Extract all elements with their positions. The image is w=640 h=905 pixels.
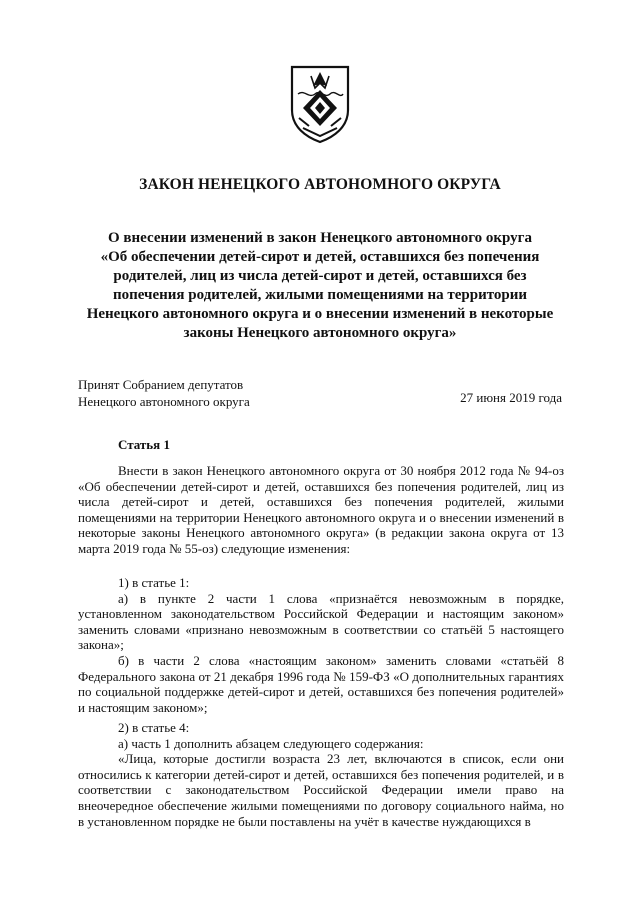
law-subtitle bbox=[60, 229, 580, 343]
subtitle-line: попечения родителей, жилыми помещениями на территории bbox=[112, 287, 528, 303]
subtitle-line: родителей, лиц из числа детей-сирот и детей, оставшихся без bbox=[113, 268, 527, 284]
paragraph: б) в части 2 слова «настоящим законом» заменить словами «статьёй 8 Федерального закона от 21 декабря 1996 года № 159-ФЗ «О дополнительных гарантиях по социальной поддержке детей-сирот и детей, оставшихся без попечения родителей» и настоящим законом»; bbox=[78, 652, 564, 715]
article-heading: Статья 1 bbox=[118, 437, 170, 452]
article-intro bbox=[78, 463, 564, 557]
subtitle-line: законы Ненецкого автономного округа» bbox=[183, 325, 457, 341]
adoption-line: Ненецкого автономного округа bbox=[78, 394, 250, 409]
adoption-line: Принят Собранием депутатов bbox=[78, 377, 244, 392]
coat-of-arms-icon bbox=[289, 64, 351, 144]
paragraph: Внести в закон Ненецкого автономного округа от 30 ноября 2012 года № 94-оз «Об обеспечении детей-сирот и детей, оставшихся без попечения родителей, лиц из числа детей-сирот и детей, оставшихся без попечения родителей, жилыми помещениями на территории Ненецкого автономного округа и о внесении изменений в некоторые законы Ненецкого автономного округа» (в редакции закона округа от 13 марта 2019 года № 55-оз) следующие изменения: bbox=[78, 463, 564, 556]
paragraph: а) часть 1 дополнить абзацем следующего содержания: bbox=[118, 735, 424, 751]
paragraph: 2) в статье 4: bbox=[118, 720, 190, 735]
adoption-date: 27 июня 2019 года bbox=[460, 390, 562, 405]
subtitle-line: «Об обеспечении детей-сирот и детей, оставшихся без попечения bbox=[100, 249, 540, 265]
paragraph: «Лица, которые достигли возраста 23 лет, включаются в список, если они относились к категории детей-сирот и детей, оставшихся без попечения родителей, и в соответствии с законодательством Российской Федерации имели право на внеочередное обеспечение жилыми помещениями по договору социального найма, но в установленном порядке не были поставлены на учёт в качестве нуждающихся в bbox=[78, 751, 564, 829]
article-item-2 bbox=[78, 720, 564, 829]
adoption-info bbox=[78, 376, 250, 410]
article-item-1 bbox=[78, 575, 564, 715]
paragraph: 1) в статье 1: bbox=[118, 575, 190, 590]
paragraph: а) в пункте 2 части 1 слова «признаётся невозможным в порядке, установленном законодательством Российской Федерации и настоящим законом» заменить словами «признано невозможным в соответствии со статьёй 5 настоящего закона»; bbox=[78, 590, 564, 653]
subtitle-line: О внесении изменений в закон Ненецкого автономного округа bbox=[107, 230, 532, 246]
subtitle-line: Ненецкого автономного округа и о внесении изменений в некоторые bbox=[86, 306, 554, 322]
law-title: ЗАКОН НЕНЕЦКОГО АВТОНОМНОГО ОКРУГА bbox=[139, 176, 501, 193]
